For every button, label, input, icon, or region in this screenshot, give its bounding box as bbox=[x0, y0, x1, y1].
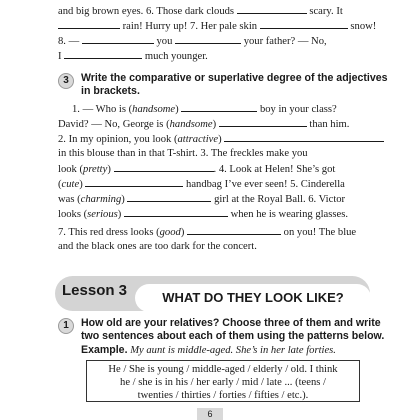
exercise-number-badge: 3 bbox=[58, 73, 74, 89]
pattern-line: he / she is in his / her early / mid / late ... (teens / bbox=[120, 377, 326, 388]
text-segment: girl at the Royal Ball. 6. Victor bbox=[214, 194, 346, 205]
answer-blank[interactable] bbox=[187, 225, 281, 235]
exercise-heading-line: Write the comparative or superlative degree of the adjectives bbox=[81, 72, 388, 84]
text-line-1 bbox=[58, 4, 343, 19]
exercise-line bbox=[72, 102, 337, 117]
adjective: attractive bbox=[177, 134, 219, 145]
text-segment: handbag I’ve ever seen! 5. Cinderella bbox=[186, 179, 345, 190]
text-segment: ) bbox=[218, 134, 222, 145]
exercise-line bbox=[58, 192, 345, 207]
text-line-4 bbox=[58, 49, 208, 64]
exercise-line bbox=[58, 240, 257, 254]
exercise-line bbox=[58, 177, 345, 192]
text-segment: boy in your class? bbox=[259, 104, 337, 115]
answer-blank[interactable] bbox=[82, 34, 154, 44]
exercise-number-badge: 1 bbox=[58, 318, 74, 334]
text-segment: in this blouse than in that T-shirt. 3. The freckles make you bbox=[58, 148, 308, 159]
example-label: Example. bbox=[81, 344, 128, 356]
answer-blank[interactable] bbox=[64, 49, 142, 59]
answer-blank[interactable] bbox=[181, 102, 257, 112]
text-segment: looks ( bbox=[58, 209, 88, 220]
example-line bbox=[81, 343, 336, 358]
text-segment: 1. — Who is ( bbox=[72, 104, 133, 115]
lesson-title: WHAT DO THEY LOOK LIKE? bbox=[135, 284, 371, 312]
text-segment: ( bbox=[58, 179, 62, 190]
adjective: pretty bbox=[83, 164, 108, 175]
answer-blank[interactable] bbox=[58, 19, 120, 29]
answer-blank[interactable] bbox=[124, 207, 228, 217]
adjective: handsome bbox=[169, 119, 213, 130]
pattern-line: He / She is young / middle-aged / elderly / old. I think bbox=[108, 364, 338, 375]
text-segment: ) bbox=[180, 227, 185, 238]
text-segment: 7. This red dress looks ( bbox=[58, 227, 160, 238]
text-segment: ) bbox=[175, 104, 179, 115]
text-segment: scary. It bbox=[309, 6, 343, 17]
text-segment: and big brown eyes. 6. Those dark clouds bbox=[58, 6, 235, 17]
text-segment: I bbox=[58, 51, 62, 62]
text-segment: much younger. bbox=[144, 51, 208, 62]
lesson-label: Lesson 3 bbox=[62, 282, 128, 299]
text-segment: ) bbox=[117, 209, 122, 220]
text-segment: ) bbox=[212, 119, 217, 130]
exercise-line bbox=[58, 225, 356, 240]
text-segment: ) bbox=[121, 194, 125, 205]
adjective: charming bbox=[80, 194, 122, 205]
text-segment: rain! Hurry up! 7. Her pale skin bbox=[122, 21, 258, 32]
exercise-line bbox=[58, 162, 335, 177]
adjective: handsome bbox=[132, 104, 176, 115]
text-segment: snow! bbox=[350, 21, 377, 32]
answer-blank[interactable] bbox=[224, 132, 384, 142]
text-segment: than him. bbox=[309, 119, 350, 130]
exercise-heading bbox=[81, 317, 384, 343]
text-segment: when he is wearing glasses. bbox=[230, 209, 348, 220]
text-segment: . 4. Look at Helen! She’s got bbox=[213, 164, 336, 175]
text-segment: your father? — No, bbox=[243, 36, 327, 47]
exercise-heading-line: in brackets. bbox=[81, 85, 140, 97]
text-segment: David? — No, George is ( bbox=[58, 119, 170, 130]
text-line-2 bbox=[58, 19, 376, 34]
page-number: 6 bbox=[197, 408, 223, 420]
answer-blank[interactable] bbox=[260, 19, 348, 29]
answer-blank[interactable] bbox=[127, 192, 211, 202]
exercise-heading-line: How old are your relatives? Choose three of them and write bbox=[81, 317, 381, 329]
exercise-line bbox=[58, 132, 384, 147]
adjective: cute bbox=[61, 179, 80, 190]
text-segment: ) bbox=[79, 179, 83, 190]
pattern-line: twenties / thirties / forties / fifties / etc.). bbox=[137, 390, 309, 401]
answer-blank[interactable] bbox=[85, 177, 183, 187]
answer-blank[interactable] bbox=[114, 162, 214, 172]
answer-blank[interactable] bbox=[219, 117, 307, 127]
text-segment: on you! The blue bbox=[283, 227, 357, 238]
pattern-box bbox=[86, 360, 360, 402]
exercise-line bbox=[58, 147, 308, 161]
exercise-heading bbox=[81, 72, 388, 98]
answer-blank[interactable] bbox=[175, 34, 241, 44]
text-line-3 bbox=[58, 34, 327, 49]
adjective: good bbox=[159, 227, 181, 238]
text-segment: you bbox=[156, 36, 173, 47]
text-segment: ) bbox=[107, 164, 111, 175]
adjective: serious bbox=[87, 209, 118, 220]
text-segment: look ( bbox=[58, 164, 84, 175]
text-segment: 8. — bbox=[58, 36, 80, 47]
exercise-heading-line: two sentences about each of them using the patterns below. bbox=[81, 330, 385, 342]
text-segment: 2. In my opinion, you look ( bbox=[58, 134, 178, 145]
text-segment: was ( bbox=[58, 194, 81, 205]
text-segment: and the black ones are too dark for the concert. bbox=[58, 241, 257, 252]
example-text: My aunt is middle-aged. She’s in her late forties. bbox=[130, 345, 336, 356]
exercise-line bbox=[58, 117, 349, 132]
exercise-line bbox=[58, 207, 348, 222]
answer-blank[interactable] bbox=[237, 4, 307, 14]
